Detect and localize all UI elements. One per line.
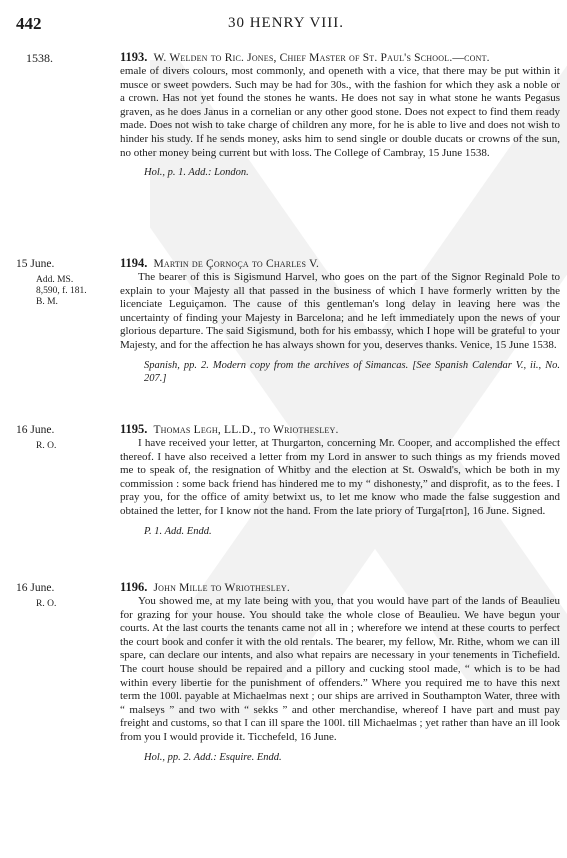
margin-date: 16 June. <box>16 424 55 436</box>
entry-number: 1194. <box>120 256 148 270</box>
entry-body <box>120 422 560 538</box>
margin-reference-line: B. M. <box>36 297 58 307</box>
entry-number: 1196. <box>120 580 148 594</box>
year-label: 1538. <box>26 51 53 65</box>
entry-paragraph: The bearer of this is Sigismund Harvel, who goes on the part of the Signor Reginald Pole to explain to your Majesty all that passed in the business of which I have formerly written by the licenciate Leguiçamon. The cause of this gentleman's long delay in leaving here was the uncertainty of finding your Majesty in Barcelona; and he left immediately upon the news of your glorious departure. The said Sigismund, both for his embassy, which I hope will be grateful to your Majesty, and for the affection he has always shown for you, deserves thanks. Venice, 15 June 1538. <box>120 271 560 351</box>
margin-reference <box>36 275 106 308</box>
entry-number: 1193. <box>120 50 148 64</box>
entry-heading <box>120 580 560 595</box>
entry-paragraph: emale of divers colours, most commonly, and openeth with a vice, that there may be put within it musce or sweet powders. Such may be had for 30s., with the fashion for which they ask a noble or a crown. Has not yet found the stones he wants. He does not say in what stone he wants Pegasus graven, as he does Janus in a cornelian or any other good stone. Does not expect to find them ready made. Does not wish to take charge of children any more, for he is able to live and does not wish to hinder his study. If he sends money, asks him to send single or double ducats or crowns of the sun, no other money being current but with loss. The College of Cambray, 15 June 1538. <box>120 65 560 159</box>
margin-reference-line: R. O. <box>36 599 57 609</box>
entry-body <box>120 50 560 180</box>
margin-reference-line: 8,590, f. 181. <box>36 286 87 296</box>
entry-endnote: Spanish, pp. 2. Modern copy from the archives of Simancas. [See Spanish Calendar V., ii., No. 207.] <box>144 359 560 385</box>
page-number: 442 <box>16 14 42 33</box>
margin-reference-line: R. O. <box>36 441 57 451</box>
page-header <box>16 12 556 34</box>
entry-endnote: Hol., p. 1. Add.: London. <box>144 167 249 179</box>
entry-endnote: P. 1. Add. Endd. <box>144 525 212 537</box>
entry-title: Martin de Çornoça to Charles V. <box>153 258 320 270</box>
entry-paragraph: You showed me, at my late being with you, that you would have part of the lands of Beaulieu for grazing for your house. You should take the whole close of Beaulieu. We have begun your courts. At the last courts the tenants came not all in ; wherefore we intend at these courts to perfect the court book and confer it with the old rentals. The bearer, my fellow, Mr. Rithe, whom we can ill spare, can declare our intents, and also what repairs are necessary in your tenements in Tichefield. The court house should be repaired and a pillory and cucking stool made, “ which is to be had within every libertie for the punishment of offenders.” Where you required me to have this next term the 100l. payable at Michaelmas next ; our ships are arrived in Southampton Water, three with “ malseys ” and two with “ sekks ” and other merchandise, whereof I have part and must pay freight and customs, so that I can ill spare the 100l. till Michaelmas ; yet rather than have an ill look from you I would provide it. Ticchefeld, 16 June. <box>120 595 560 743</box>
entry-body <box>120 580 560 764</box>
running-head: 30 HENRY VIII. <box>227 15 345 31</box>
entry-title: W. Welden to Ric. Jones, Chief Master of St. Paul's School.—cont. <box>153 52 490 64</box>
margin-reference-line: Add. MS. <box>36 275 74 285</box>
entry-title: John Mille to Wriothesley. <box>153 582 290 594</box>
entry-title: Thomas Legh, LL.D., to Wriothesley. <box>153 424 339 436</box>
entry-heading <box>120 422 560 437</box>
entry-heading <box>120 50 560 65</box>
entry-endnote: Hol., pp. 2. Add.: Esquire. Endd. <box>144 751 282 763</box>
entry-heading <box>120 256 560 271</box>
margin-date: 15 June. <box>16 258 55 270</box>
margin-reference <box>36 441 106 452</box>
margin-date: 16 June. <box>16 582 55 594</box>
entry-number: 1195. <box>120 422 148 436</box>
entry-body <box>120 256 560 386</box>
entry-paragraph: I have received your letter, at Thurgarton, concerning Mr. Cooper, and accomplished the effect thereof. I have also received a letter from my Lord in answer to such things as my friends moved me to speak of, the resignation of Whitby and the election at St. Oswald's, which be both in my commission : some back friend has hindered me to my “ dishonesty,” and disprofit, as to the fees. I pray you, for the office of amity betwixt us, to let me know who made the false suggestion and obtained the letter, for I know not the hand. From the late priory of Turga[rton], 16 June. Signed. <box>120 437 560 517</box>
margin-reference <box>36 599 106 610</box>
